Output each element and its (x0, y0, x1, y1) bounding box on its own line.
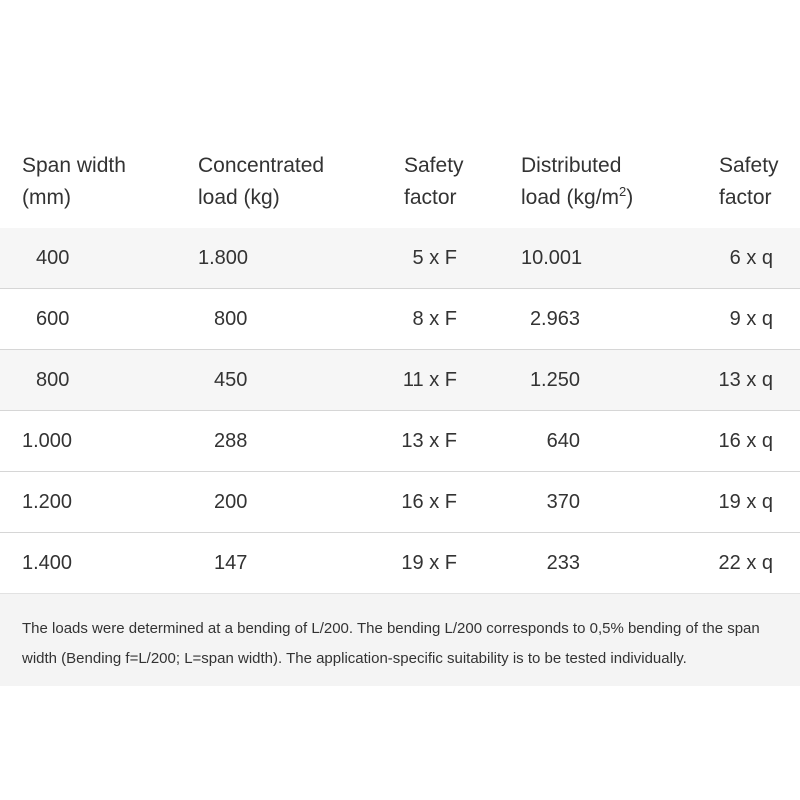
header-distributed-load-exponent: 2 (619, 184, 627, 199)
header-safety-factor-2 (719, 150, 779, 214)
cell-distributed-load: 233 (546, 552, 580, 574)
header-span-width-line1: Span width (22, 154, 126, 177)
table-row (0, 228, 800, 289)
cell-safety-factor-2: 16 x q (718, 430, 773, 452)
header-safety-factor-2-line2: factor (719, 186, 772, 209)
footnote-box (0, 593, 800, 686)
table-row (0, 472, 800, 533)
cell-safety-factor-2: 19 x q (718, 491, 773, 513)
cell-concentrated-load: 200 (214, 491, 248, 513)
cell-distributed-load: 10.001 (521, 247, 583, 269)
table-row (0, 533, 800, 594)
cell-safety-factor-2: 9 x q (729, 308, 773, 330)
cell-concentrated-load: 1.800 (198, 247, 249, 269)
cell-safety-factor-1: 16 x F (401, 491, 457, 513)
header-distributed-load-unit: load (kg/m (521, 186, 620, 209)
cell-safety-factor-2: 6 x q (729, 247, 773, 269)
cell-concentrated-load: 450 (214, 369, 248, 391)
table-body (0, 228, 800, 594)
header-safety-factor-1-line2: factor (404, 186, 457, 209)
footnote-text: The loads were determined at a bending of L/200. The bending L/200 corresponds to 0,5% bending of the span width (Bending f=L/200; L=span width). The application-specific suitability is to be tested individually. (22, 620, 760, 667)
header-span-width-line2: (mm) (22, 186, 71, 209)
cell-span-width: 1.200 (22, 491, 73, 513)
header-span-width (22, 150, 126, 214)
cell-distributed-load: 2.963 (529, 308, 580, 330)
cell-concentrated-load: 288 (214, 430, 248, 452)
header-concentrated-load (198, 150, 324, 214)
cell-span-width: 1.000 (22, 430, 73, 452)
header-safety-factor-1-line1: Safety (404, 154, 464, 177)
table-row (0, 289, 800, 350)
table-row (0, 411, 800, 472)
header-concentrated-load-line2: load (kg) (198, 186, 280, 209)
table-header (0, 138, 800, 229)
cell-span-width: 1.400 (22, 552, 73, 574)
cell-span-width: 600 (36, 308, 70, 330)
cell-safety-factor-1: 11 x F (402, 369, 457, 391)
cell-safety-factor-2: 22 x q (718, 552, 773, 574)
cell-safety-factor-1: 5 x F (412, 247, 457, 269)
cell-span-width: 800 (36, 369, 70, 391)
cell-concentrated-load: 147 (214, 552, 248, 574)
header-distributed-load-close: ) (626, 186, 634, 209)
header-distributed-load-line2 (521, 182, 633, 214)
cell-span-width: 400 (36, 247, 70, 269)
cell-safety-factor-2: 13 x q (718, 369, 773, 391)
header-safety-factor-2-line1: Safety (719, 154, 779, 177)
cell-distributed-load: 640 (546, 430, 580, 452)
table-row (0, 350, 800, 411)
cell-safety-factor-1: 8 x F (412, 308, 457, 330)
header-concentrated-load-line1: Concentrated (198, 154, 325, 177)
cell-safety-factor-1: 19 x F (401, 552, 457, 574)
cell-safety-factor-1: 13 x F (401, 430, 457, 452)
cell-distributed-load: 1.250 (529, 369, 580, 391)
header-distributed-load-line1: Distributed (521, 154, 622, 177)
cell-concentrated-load: 800 (214, 308, 248, 330)
header-distributed-load (521, 150, 633, 214)
header-safety-factor-1 (404, 150, 464, 214)
cell-distributed-load: 370 (546, 491, 580, 513)
